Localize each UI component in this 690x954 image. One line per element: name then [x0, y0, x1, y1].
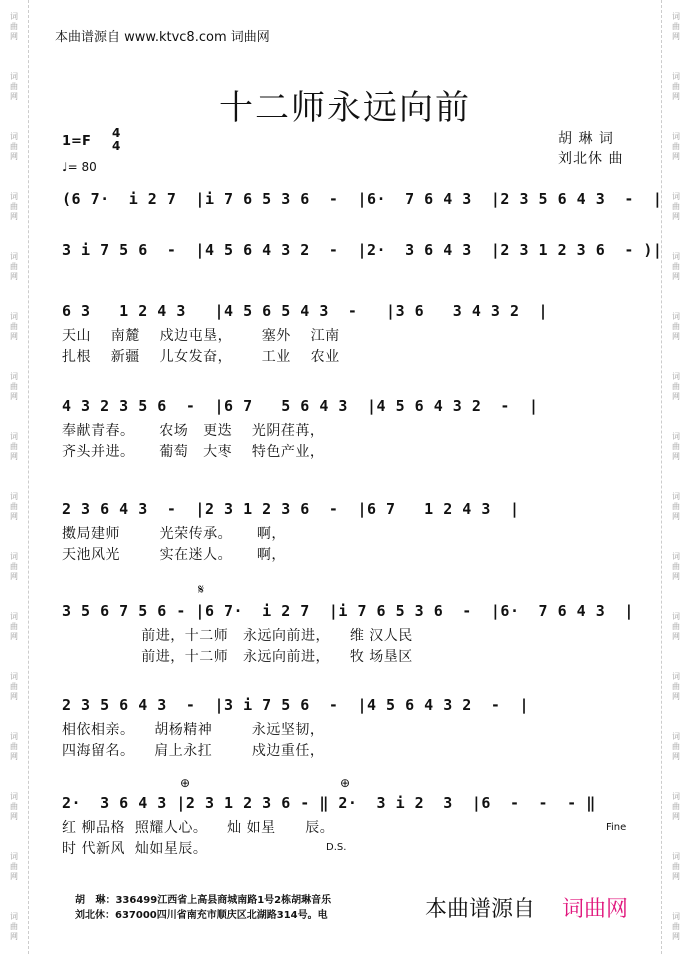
side-watermark-left [0, 612, 28, 642]
watermark-char: 网 [10, 692, 18, 701]
watermark-char: 曲 [10, 82, 18, 91]
side-watermark-right [662, 852, 690, 882]
lyrics-line-5a: 擞局建师 光荣传承。 啊， [62, 526, 286, 542]
lyrics-line-6a: 前进，十二师 永远向前进， 维 汉人民 [62, 628, 413, 644]
side-watermark-left [0, 192, 28, 222]
watermark-char: 词 [672, 552, 680, 561]
score-line-2: 3 i 7 5 6 - |4 5 6 4 3 2 - |2· 3 6 4 3 |2 3 1 2 3 6 - )| [62, 241, 663, 259]
watermark-char: 网 [10, 632, 18, 641]
watermark-char: 曲 [10, 382, 18, 391]
watermark-char: 曲 [10, 862, 18, 871]
brand-logo-text[interactable]: 词曲网 [562, 897, 629, 922]
watermark-char: 词 [10, 132, 18, 141]
watermark-char: 网 [10, 932, 18, 941]
watermark-char: 曲 [10, 742, 18, 751]
watermark-char: 曲 [672, 862, 680, 871]
watermark-char: 曲 [672, 742, 680, 751]
ds-mark: D.S. [326, 842, 347, 853]
watermark-char: 曲 [10, 622, 18, 631]
side-watermark-left [0, 372, 28, 402]
side-watermark-left [0, 492, 28, 522]
watermark-char: 词 [10, 372, 18, 381]
side-watermark-left [0, 792, 28, 822]
segno-mark: 𝄋 [198, 582, 205, 598]
lyrics-line-7a: 相依相亲。 胡杨精神 永远坚韧， [62, 722, 325, 738]
watermark-char: 网 [10, 272, 18, 281]
score-line-4: 4 3 2 3 5 6 - |6 7 5 6 4 3 |4 5 6 4 3 2 - | [62, 397, 539, 415]
watermark-char: 网 [672, 812, 680, 821]
watermark-char: 曲 [672, 382, 680, 391]
time-sig-top: 4 [112, 126, 121, 140]
page-title: 十二师永远向前 [219, 88, 471, 128]
watermark-char: 网 [672, 272, 680, 281]
side-watermark-right [662, 132, 690, 162]
watermark-char: 曲 [672, 502, 680, 511]
watermark-char: 网 [672, 32, 680, 41]
watermark-char: 词 [672, 912, 680, 921]
watermark-char: 词 [672, 132, 680, 141]
side-watermark-right [662, 732, 690, 762]
watermark-char: 词 [672, 192, 680, 201]
watermark-char: 词 [672, 732, 680, 741]
watermark-char: 词 [10, 492, 18, 501]
watermark-char: 曲 [10, 262, 18, 271]
watermark-char: 网 [672, 632, 680, 641]
watermark-char: 曲 [10, 682, 18, 691]
watermark-char: 曲 [672, 562, 680, 571]
watermark-char: 网 [10, 92, 18, 101]
watermark-char: 词 [10, 672, 18, 681]
watermark-char: 词 [10, 312, 18, 321]
lyrics-line-8b: 时 代新风 灿如星辰。 [62, 841, 208, 857]
side-watermark-left [0, 312, 28, 342]
side-watermark-right [662, 912, 690, 942]
score-line-1: (6 7· i 2 7 |i 7 6 5 3 6 - |6· 7 6 4 3 |2 3 5 6 4 3 - | [62, 190, 663, 208]
watermark-char: 曲 [672, 802, 680, 811]
watermark-char: 曲 [10, 802, 18, 811]
watermark-char: 曲 [10, 442, 18, 451]
watermark-char: 词 [672, 792, 680, 801]
watermark-char: 词 [10, 792, 18, 801]
watermark-char: 网 [672, 392, 680, 401]
watermark-char: 网 [672, 932, 680, 941]
side-watermark-left [0, 12, 28, 42]
coda-mark-1: ⊕ [180, 776, 191, 790]
watermark-char: 网 [10, 452, 18, 461]
watermark-char: 网 [672, 752, 680, 761]
watermark-char: 网 [10, 152, 18, 161]
side-watermark-right [662, 252, 690, 282]
watermark-char: 词 [672, 252, 680, 261]
watermark-char: 网 [672, 152, 680, 161]
left-watermark-strip [0, 0, 29, 954]
lyrics-line-3a: 天山 南麓 戍边屯垦， 塞外 江南 [62, 328, 340, 344]
time-sig-bottom: 4 [112, 139, 121, 153]
watermark-char: 网 [10, 332, 18, 341]
watermark-char: 网 [10, 32, 18, 41]
watermark-char: 网 [672, 692, 680, 701]
watermark-char: 词 [672, 312, 680, 321]
watermark-char: 网 [10, 812, 18, 821]
tempo-mark: ♩= 80 [62, 160, 97, 174]
fine-mark: Fine [606, 822, 627, 833]
watermark-char: 词 [10, 72, 18, 81]
watermark-char: 词 [672, 612, 680, 621]
watermark-char: 词 [10, 912, 18, 921]
watermark-char: 网 [672, 452, 680, 461]
time-signature [112, 127, 120, 153]
lyrics-line-4b: 齐头并进。 葡萄 大枣 特色产业， [62, 444, 325, 460]
composer-credit: 刘北休 曲 [558, 151, 624, 167]
watermark-char: 曲 [10, 22, 18, 31]
watermark-char: 网 [10, 392, 18, 401]
side-watermark-right [662, 12, 690, 42]
footer-contact-1: 胡 琳：336499江西省上高县商城南路1号2栋胡琳音乐 [75, 895, 332, 906]
watermark-char: 词 [672, 852, 680, 861]
watermark-char: 曲 [10, 202, 18, 211]
watermark-char: 词 [10, 612, 18, 621]
watermark-char: 词 [10, 252, 18, 261]
side-watermark-left [0, 132, 28, 162]
side-watermark-right [662, 312, 690, 342]
score-line-8: 2· 3 6 4 3 |2 3 1 2 3 6 - ‖ 2· 3 i 2 3 |6 - - - ‖ [62, 794, 596, 812]
watermark-char: 曲 [10, 142, 18, 151]
watermark-char: 网 [672, 572, 680, 581]
side-watermark-right [662, 552, 690, 582]
watermark-char: 词 [10, 852, 18, 861]
watermark-char: 网 [10, 752, 18, 761]
lyrics-line-3b: 扎根 新疆 儿女发奋， 工业 农业 [62, 349, 340, 365]
side-watermark-left [0, 552, 28, 582]
watermark-char: 曲 [672, 322, 680, 331]
watermark-char: 曲 [672, 82, 680, 91]
watermark-char: 网 [672, 512, 680, 521]
watermark-char: 网 [672, 92, 680, 101]
coda-mark-2: ⊕ [340, 776, 351, 790]
watermark-char: 网 [672, 212, 680, 221]
watermark-char: 曲 [672, 202, 680, 211]
lyrics-line-8a: 红 柳品格 照耀人心。 灿 如星 辰。 [62, 820, 335, 836]
side-watermark-left [0, 852, 28, 882]
watermark-char: 词 [672, 72, 680, 81]
side-watermark-left [0, 912, 28, 942]
watermark-char: 网 [672, 872, 680, 881]
watermark-char: 词 [10, 552, 18, 561]
side-watermark-left [0, 252, 28, 282]
watermark-char: 词 [10, 12, 18, 21]
score-line-3: 6 3 1 2 4 3 |4 5 6 5 4 3 - |3 6 3 4 3 2 | [62, 302, 549, 320]
watermark-char: 曲 [10, 562, 18, 571]
brand-text: 本曲谱源自 [425, 897, 536, 922]
watermark-char: 词 [672, 672, 680, 681]
watermark-char: 网 [672, 332, 680, 341]
side-watermark-right [662, 192, 690, 222]
side-watermark-left [0, 672, 28, 702]
watermark-char: 曲 [672, 442, 680, 451]
watermark-char: 曲 [672, 682, 680, 691]
side-watermark-right [662, 672, 690, 702]
lyrics-line-7b: 四海留名。 肩上永扛 戍边重任， [62, 743, 325, 759]
watermark-char: 曲 [10, 922, 18, 931]
right-watermark-strip [661, 0, 690, 954]
watermark-char: 曲 [10, 322, 18, 331]
watermark-char: 词 [10, 432, 18, 441]
watermark-char: 曲 [672, 262, 680, 271]
watermark-char: 词 [10, 192, 18, 201]
side-watermark-right [662, 612, 690, 642]
watermark-char: 曲 [672, 622, 680, 631]
side-watermark-right [662, 372, 690, 402]
lyrics-line-4a: 奉献青春。 农场 更迭 光阴荏苒， [62, 423, 325, 439]
watermark-char: 词 [672, 12, 680, 21]
footer-contact-2: 刘北休：637000四川省南充市顺庆区北湖路314号。电 [75, 910, 328, 921]
watermark-char: 曲 [672, 22, 680, 31]
side-watermark-right [662, 432, 690, 462]
lyrics-line-6b: 前进，十二师 永远向前进， 牧 场垦区 [62, 649, 413, 665]
watermark-char: 网 [10, 212, 18, 221]
watermark-char: 网 [10, 572, 18, 581]
lyrics-line-5b: 天池风光 实在迷人。 啊， [62, 547, 286, 563]
watermark-char: 曲 [10, 502, 18, 511]
score-line-7: 2 3 5 6 4 3 - |3 i 7 5 6 - |4 5 6 4 3 2 - | [62, 696, 530, 714]
watermark-char: 网 [10, 872, 18, 881]
lyricist-credit: 胡 琳 词 [558, 131, 614, 147]
side-watermark-right [662, 492, 690, 522]
side-watermark-left [0, 432, 28, 462]
watermark-char: 曲 [672, 922, 680, 931]
side-watermark-right [662, 792, 690, 822]
header-source-note: 本曲谱源自 www.ktvc8.com 词曲网 [55, 30, 270, 45]
score-line-5: 2 3 6 4 3 - |2 3 1 2 3 6 - |6 7 1 2 4 3 | [62, 500, 520, 518]
watermark-char: 曲 [672, 142, 680, 151]
watermark-char: 词 [672, 372, 680, 381]
score-line-6: 3 5 6 7 5 6 - |6 7· i 2 7 |i 7 6 5 3 6 - |6· 7 6 4 3 | [62, 602, 634, 620]
watermark-char: 网 [10, 512, 18, 521]
watermark-char: 词 [672, 432, 680, 441]
side-watermark-left [0, 732, 28, 762]
key-signature: 1=F [62, 134, 91, 149]
watermark-char: 词 [10, 732, 18, 741]
watermark-char: 词 [672, 492, 680, 501]
